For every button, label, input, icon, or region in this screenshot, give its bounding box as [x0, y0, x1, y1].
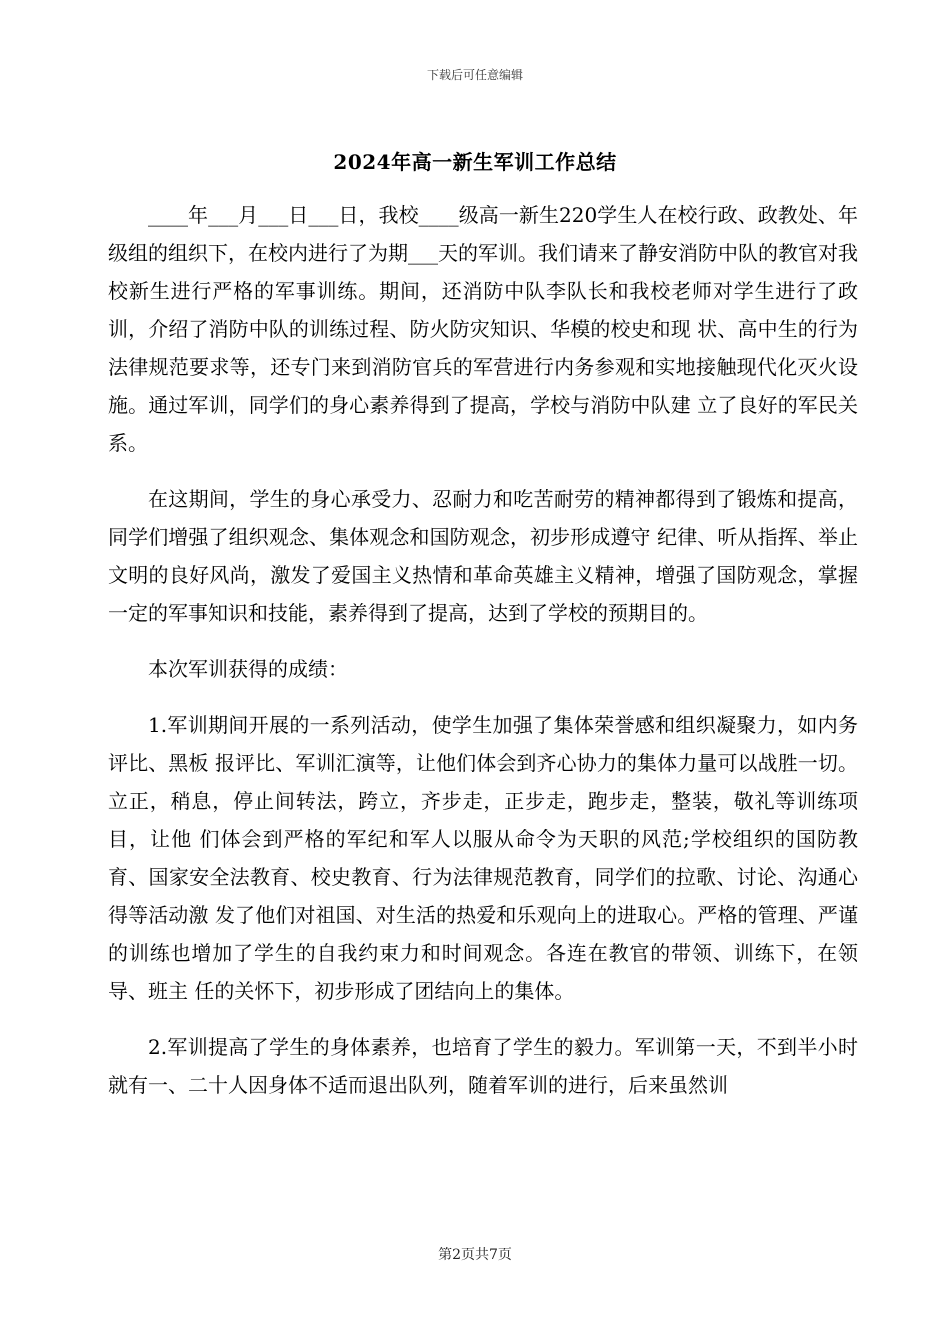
header-note: 下载后可任意编辑 [426, 68, 523, 82]
paragraph-results-overview: 在这期间，学生的身心承受力、忍耐力和吃苦耐劳的精神都得到了锻炼和提高，同学们增强了组织观念、集体观念和国防观念，初步形成遵守 纪律、听从指挥、举止文明的良好风尚，激发了爱国主义热情和革命英雄主义精神，增强了国防观念，掌握一定的军事知识和技能，素养得到了提高，达到了学校的预期目的。 [108, 487, 858, 625]
paragraph-intro: ____年___月___日___日，我校____级高一新生220学生人在校行政、政教处、年级组的组织下，在校内进行了为期___天的军训。我们请来了静安消防中队的教官对我校新生进行严格的军事训练。期间，还消防中队李队长和我校老师对学生进行了政训，介绍了消防中队的训练过程、防火防灾知识、华模的校史和现 状、高中生的行为法律规范要求等，还专门来到消防官兵的军营进行内务参观和实地接触现代化灭火设施。通过军训，同学们的身心素养得到了提高，学校与消防中队建 立了良好的军民关系。 [108, 203, 858, 455]
document-title: 2024年高一新生军训工作总结 [333, 150, 617, 174]
paragraph-item-1: 1.军训期间开展的一系列活动，使学生加强了集体荣誉感和组织凝聚力，如内务评比、黑板 报评比、军训汇演等，让他们体会到齐心协力的集体力量可以战胜一切。立正，稍息，停止间转法，跨立，齐步走，正步走，跑步走，整装，敬礼等训练项目，让他 们体会到严格的军纪和军人以服从命令为天职的风范;学校组织的国防教育、国家安全法教育、校史教育、行为法律规范教育，同学们的拉歌、讨论、沟通心得等活动激 发了他们对祖国、对生活的热爱和乐观向上的进取心。严格的管理、严谨的训练也增加了学生的自我约束力和时间观念。各连在教官的带领、训练下，在领导、班主 任的关怀下，初步形成了团结向上的集体。 [108, 713, 858, 1003]
paragraph-item-2: 2.军训提高了学生的身体素养，也培育了学生的毅力。军训第一天，不到半小时就有一、二十人因身体不适而退出队列，随着军训的进行，后来虽然训 [108, 1035, 858, 1097]
page-number: 第2页共7页 [438, 1247, 512, 1263]
document-body [108, 196, 858, 1122]
paragraph-achievements-heading: 本次军训获得的成绩： [148, 657, 348, 681]
